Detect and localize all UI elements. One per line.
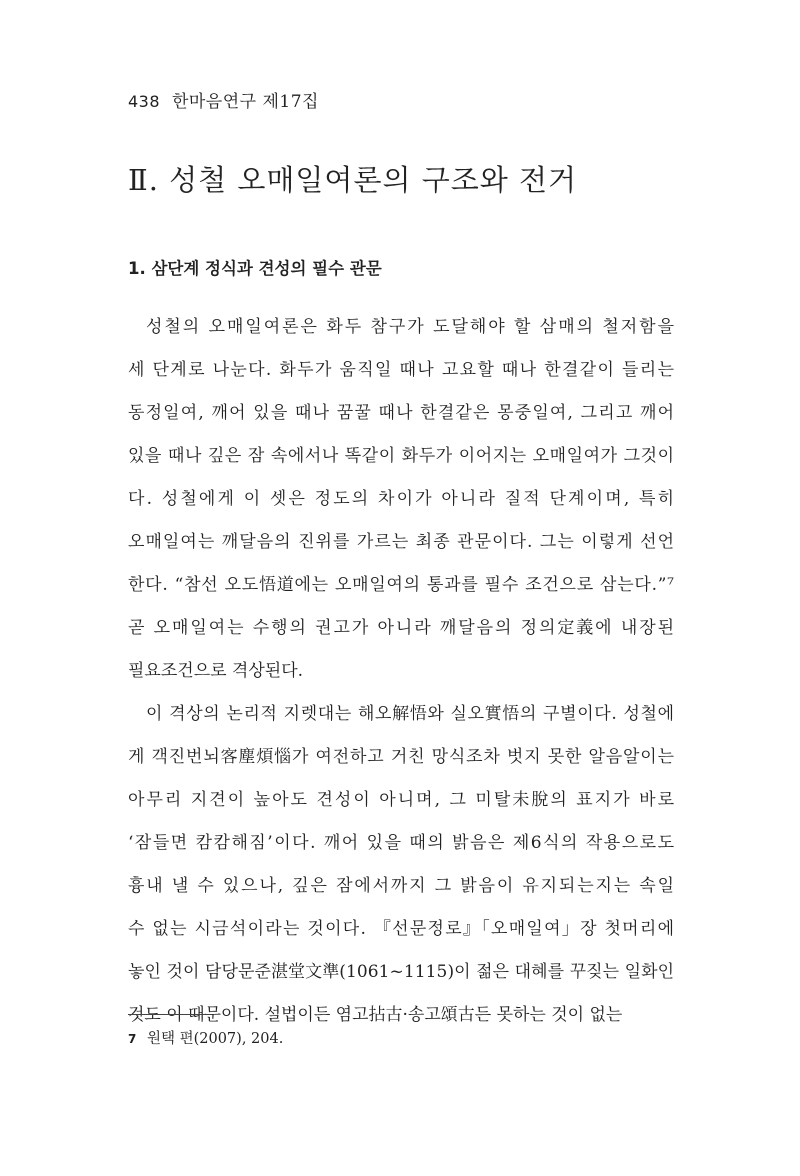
footnote-text: 원택 편(2007), 204. (146, 1031, 284, 1047)
footnote-mark: 7 (128, 1032, 137, 1046)
running-head (128, 87, 319, 112)
body-line: 세 단계로 나눈다. 화두가 움직일 때나 고요할 때나 한결같이 들리는 (128, 360, 676, 380)
page-number: 438 (128, 92, 161, 111)
body-line: 것도 이 때문이다. 설법이든 염고拈古·송고頌古든 못하는 것이 없는 (128, 1005, 623, 1025)
body-line: 동정일여, 깨어 있을 때나 꿈꿀 때나 한결같은 몽중일여, 그리고 깨어 (128, 403, 676, 423)
body-line: 게 객진번뇌客塵煩惱가 여전하고 거친 망식조차 벗지 못한 알음알이는 (128, 747, 675, 767)
body-line: 성철의 오매일여론은 화두 참구가 도달해야 할 삼매의 철저함을 (146, 317, 676, 337)
body-line: 필요조건으로 격상된다. (128, 661, 304, 681)
body-line: 곧 오매일여는 수행의 권고가 아니라 깨달음의 정의定義에 내장된 (128, 618, 676, 638)
body-line: 한다. “참선 오도悟道에는 오매일여의 통과를 필수 조건으로 삼는다.”⁷ (128, 575, 675, 595)
body-line: 있을 때나 깊은 잠 속에서나 똑같이 화두가 이어지는 오매일여가 그것이 (128, 446, 675, 466)
section-title: Ⅱ. 성철 오매일여론의 구조와 전거 (128, 163, 577, 197)
subsection-title: 1. 삼단계 정식과 견성의 필수 관문 (128, 259, 382, 278)
body-line: 흉내 낼 수 있으나, 깊은 잠에서까지 그 밝음이 유지되는지는 속일 (128, 876, 676, 896)
body-line: 아무리 지견이 높아도 견성이 아니며, 그 미탈未脫의 표지가 바로 (128, 790, 677, 810)
body-line: 이 격상의 논리적 지렛대는 해오解悟와 실오實悟의 구별이다. 성철에 (146, 704, 675, 724)
footnote-separator (128, 1014, 212, 1015)
body-line: 놓인 것이 담당문준湛堂文準(1061~1115)이 젊은 대혜를 꾸짖는 일화인 (128, 962, 675, 982)
body-line: 다. 성철에게 이 셋은 정도의 차이가 아니라 질적 단계이며, 특히 (128, 489, 677, 509)
footnote (128, 1027, 283, 1048)
body-text (128, 306, 677, 1037)
body-line: 수 없는 시금석이라는 것이다. 『선문정로』「오매일여」장 첫머리에 (128, 919, 676, 939)
body-line: 오매일여는 깨달음의 진위를 가르는 최종 관문이다. 그는 이렇게 선언 (128, 532, 676, 552)
body-line: ‘잠들면 캄캄해짐’이다. 깨어 있을 때의 밝음은 제6식의 작용으로도 (128, 833, 676, 853)
journal-title: 한마음연구 제17집 (171, 92, 319, 112)
